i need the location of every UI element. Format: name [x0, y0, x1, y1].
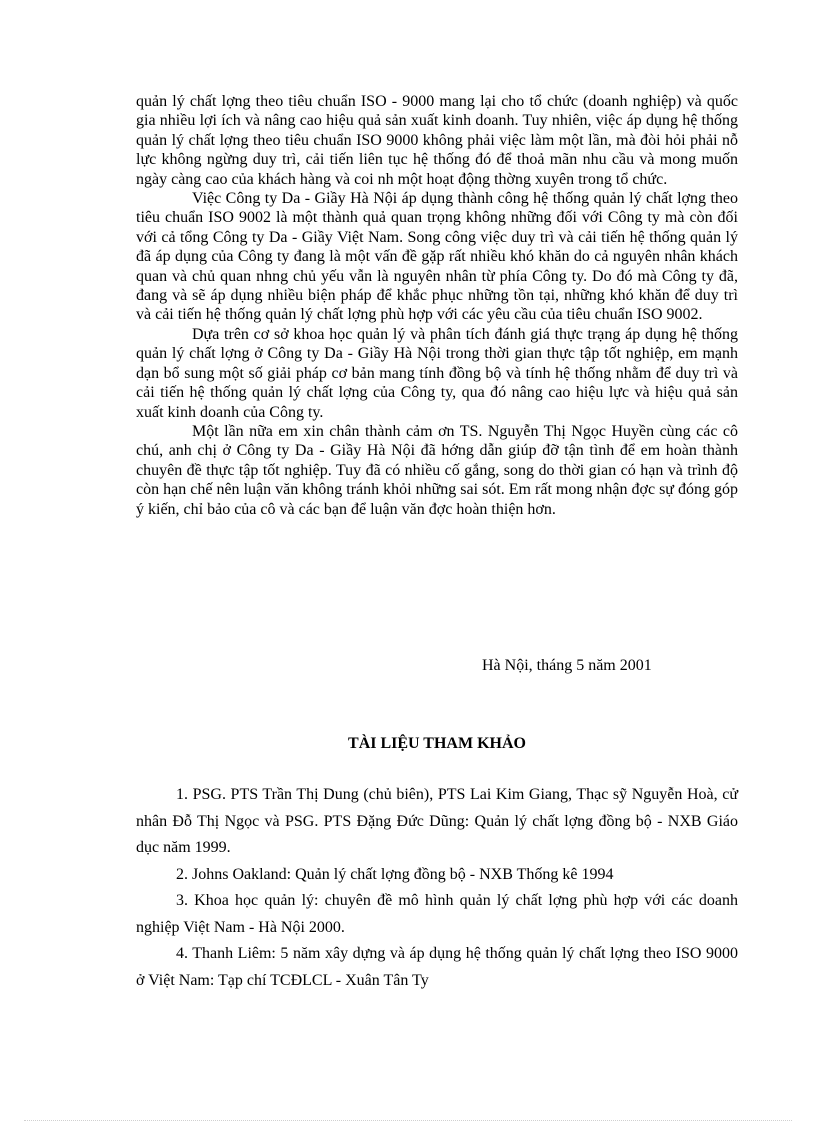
references-title: TÀI LIỆU THAM KHẢO	[348, 735, 526, 752]
reference-item: 4. Thanh Liêm: 5 năm xây dựng và áp dụng hệ thống quản lý chất lợng theo ISO 9000 ở Việt Nam: Tạp chí TCĐLCL - Xuân Tân Ty	[136, 945, 738, 989]
body-paragraph-4: Một lần nữa em xin chân thành cảm ơn TS. Nguyễn Thị Ngọc Huyền cùng các cô chú, anh chị ở Công ty Da - Giầy Hà Nội đã hớng dẫn giúp đỡ tận tình để em hoàn thành chuyên đề thực tập tốt nghiệp. Tuy đã có nhiều cố gắng, song do thời gian có hạn và trình độ còn hạn chế nên luận văn không tránh khỏi những sai sót. Em rất mong nhận đợc sự đóng góp ý kiến, chỉ bảo của cô và các bạn để luận văn đợc hoàn thiện hơn.	[136, 422, 738, 518]
body-paragraph-1: quản lý chất lợng theo tiêu chuẩn ISO - 9000 mang lại cho tổ chức (doanh nghiệp) và quốc gia nhiều lợi ích và nâng cao hiệu quả sản xuất kinh doanh. Tuy nhiên, việc áp dụng hệ thống quản lý chất lợng theo tiêu chuẩn ISO 9000 không phải việc làm một lần, mà đòi hỏi phải nỗ lực không ngừng duy trì, cải tiến liên tục hệ thống đó để thoả mãn nhu cầu và mong muốn ngày càng cao của khách hàng và coi nh một hoạt động thờng xuyên trong tổ chức.	[136, 93, 738, 188]
body-paragraph-2: Việc Công ty Da - Giầy Hà Nội áp dụng thành công hệ thống quản lý chất lợng theo tiêu chuẩn ISO 9002 là một thành quả quan trọng không những đối với Công ty mà còn đối với cả tổng Công ty Da - Giầy Việt Nam. Song công việc duy trì và cải tiến hệ thống quản lý đã áp dụng của Công ty đang là một vấn đề gặp rất nhiều khó khăn do cả nguyên nhân khách quan và chủ quan nhng chủ yếu vẫn là nguyên nhân từ phía Công ty. Do đó mà Công ty đã, đang và sẽ áp dụng nhiều biện pháp để khắc phục những tồn tại, những khó khăn để duy trì và cải tiến hệ thống quản lý chất lợng phù hợp với các yêu cầu của tiêu chuẩn ISO 9002.	[136, 190, 738, 324]
page-bottom-rule	[24, 1120, 792, 1121]
reference-item: 2. Johns Oakland: Quản lý chất lợng đồng bộ - NXB Thống kê 1994	[176, 865, 614, 883]
body-paragraph-3: Dựa trên cơ sở khoa học quản lý và phân tích đánh giá thực trạng áp dụng hệ thống quản lý chất lợng ở Công ty Da - Giầy Hà Nội trong thời gian thực tập tốt nghiệp, em mạnh dạn bổ sung một số giải pháp cơ bản mang tính đồng bộ và tính hệ thống nhằm để duy trì và cải tiến hệ thống quản lý chất lợng của Công ty, qua đó nâng cao hiệu lực và hiệu quả sản xuất kinh doanh của Công ty.	[136, 325, 738, 421]
reference-item: 3. Khoa học quản lý: chuyên đề mô hình quản lý chất lợng phù hợp với các doanh nghiệp Việt Nam - Hà Nội 2000.	[136, 892, 738, 936]
references-list	[136, 782, 738, 994]
document-body	[136, 92, 738, 519]
reference-item: 1. PSG. PTS Trần Thị Dung (chủ biên), PTS Lai Kim Giang, Thạc sỹ Nguyễn Hoà, cử nhân Đỗ Thị Ngọc và PSG. PTS Đặng Đức Dũng: Quản lý chất lợng đồng bộ - NXB Giáo dục năm 1999.	[136, 786, 738, 856]
date-line: Hà Nội, tháng 5 năm 2001	[482, 657, 652, 674]
